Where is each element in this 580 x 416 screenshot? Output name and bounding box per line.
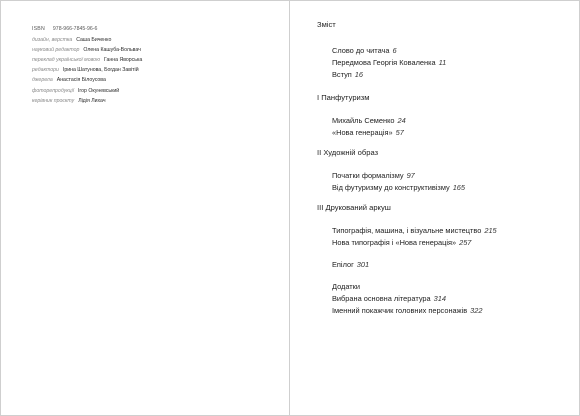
toc-entry-label: Передмова Георгія Коваленка xyxy=(332,58,436,67)
credit-name: Ігор Окуневський xyxy=(77,87,120,94)
toc-entry-label: Початки формалізму xyxy=(332,171,404,180)
toc-entry-page: 97 xyxy=(406,171,415,180)
credit-row xyxy=(32,86,142,96)
credit-row xyxy=(32,45,142,55)
credit-role: дизайн, верстка xyxy=(32,36,73,43)
credit-name: Лідія Лихач xyxy=(78,97,106,104)
toc-entry[interactable] xyxy=(332,183,465,192)
toc-entry[interactable] xyxy=(332,294,446,303)
isbn-row xyxy=(32,24,142,34)
credit-role: науковий редактор xyxy=(32,46,80,53)
toc-entry[interactable] xyxy=(332,116,406,125)
toc-entry[interactable] xyxy=(332,58,446,67)
isbn-label: ISBN xyxy=(32,26,45,32)
toc-entry-page: 165 xyxy=(452,183,466,192)
credit-name: Ірина Шатунова, Богдан Завітій xyxy=(62,67,139,74)
credit-name: Саша Биченко xyxy=(76,36,112,43)
toc-entry-label: Від футуризму до конструктивізму xyxy=(332,183,450,192)
toc-entry-page: 11 xyxy=(438,58,447,67)
toc-title: Зміст xyxy=(317,20,336,29)
credit-role: керівник проєкту xyxy=(32,97,75,104)
toc-entry-page: 24 xyxy=(397,116,406,125)
toc-entry-label: Михайль Семенко xyxy=(332,116,395,125)
toc-entry-page: 301 xyxy=(356,260,370,269)
credit-name: Анастасія Білоусова xyxy=(56,77,106,84)
toc-entry-page: 314 xyxy=(433,294,446,303)
toc-section-heading[interactable]: III Друкований аркуш xyxy=(317,203,391,212)
toc-entry[interactable] xyxy=(332,128,404,137)
toc-entry-label: Епілог xyxy=(332,260,354,269)
toc-entry-page: 57 xyxy=(395,128,404,137)
toc-entry-page: 322 xyxy=(470,306,483,315)
credit-row xyxy=(32,55,142,65)
toc-entry-page: 257 xyxy=(459,238,472,247)
toc-entry[interactable] xyxy=(332,238,471,247)
credit-name: Ганна Яворська xyxy=(103,57,143,64)
toc-entry-label: Вступ xyxy=(332,70,352,79)
credit-role: переклад української мовою xyxy=(32,57,100,64)
isbn-value: 978-966-7845-96-6 xyxy=(52,26,98,32)
toc-entry-label: «Нова генерація» xyxy=(332,128,393,137)
toc-entry-label: Додатки xyxy=(332,282,361,291)
credit-row xyxy=(32,65,142,75)
imprint-credits xyxy=(32,24,142,106)
credit-row xyxy=(32,75,142,85)
toc-entry[interactable] xyxy=(332,46,397,55)
toc-section-heading[interactable]: I Панфутуризм xyxy=(317,93,370,102)
toc-entry-label: Слово до читача xyxy=(332,46,390,55)
toc-entry-label: Вибрана основна література xyxy=(332,294,431,303)
credit-role: редактори xyxy=(32,67,59,74)
toc-entry-page: 16 xyxy=(354,70,364,79)
credit-row xyxy=(32,35,142,45)
credit-role: фоторепродукції xyxy=(32,87,74,94)
toc-entry-epilogue[interactable] xyxy=(332,260,369,269)
toc-entry-label: Іменний покажчик головних персонажів xyxy=(332,306,468,315)
toc-entry-appendix[interactable] xyxy=(332,282,360,291)
credit-row xyxy=(32,96,142,106)
toc-entry-label: Типографія, машина, і візуальне мистецтво xyxy=(332,226,482,235)
toc-entry-label: Нова типографія і «Нова генерація» xyxy=(332,238,457,247)
toc-entry[interactable] xyxy=(332,70,363,79)
page-spine-divider xyxy=(289,0,290,416)
toc-entry[interactable] xyxy=(332,226,497,235)
toc-entry[interactable] xyxy=(332,306,483,315)
toc-entry-page: 215 xyxy=(484,226,497,235)
credit-role: джерела xyxy=(32,77,53,84)
toc-entry-page: 6 xyxy=(392,46,397,55)
toc-entry[interactable] xyxy=(332,171,415,180)
toc-section-heading[interactable]: II Художній образ xyxy=(317,148,379,157)
credit-name: Олена Кашуба-Вольвач xyxy=(83,46,141,53)
